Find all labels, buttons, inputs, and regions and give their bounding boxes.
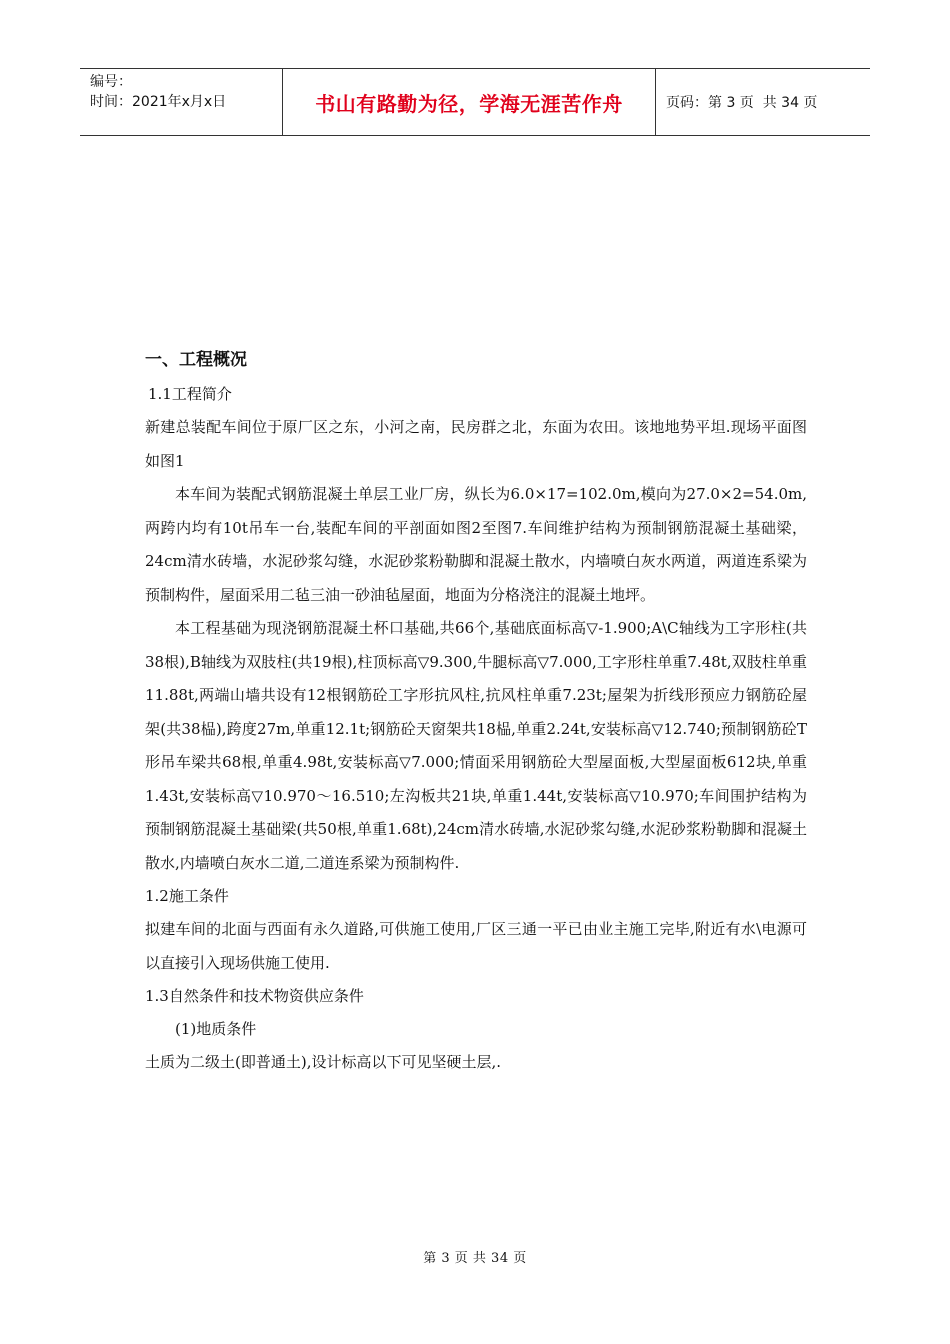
section-title: 一、工程概况 <box>145 350 247 370</box>
document-body <box>145 342 807 1080</box>
paragraph-structure: 本工程基础为现浇钢筋混凝土杯口基础,共66个,基础底面标高▽-1.900;A\C轴线为工字形柱(共38根),B轴线为双肢柱(共19根),柱顶标高▽9.300,牛腿标高▽7.000,工字形柱单重7.48t,双肢柱单重11.88t,两端山墙共设有12根钢筋砼工字形抗风柱,抗风柱单重7.23t;屋架为折线形预应力钢筋砼屋架(共38榀),跨度27m,单重12.1t;钢筋砼天窗架共18榀,单重2.24t,安装标高▽12.740;预制钢筋砼T形吊车梁共68根,单重4.98t,安装标高▽7.000;情面采用钢筋砼大型屋面板,大型屋面板612块,单重1.43t,安装标高▽10.970～16.510;左沟板共21块,单重1.44t,安装标高▽10.970;车间围护结构为预制钢筋混凝土基础梁(共50根,单重1.68t),24cm清水砖墙,水泥砂浆勾缝,水泥砂浆粉勒脚和混凝土散水,内墙喷白灰水二道,二道连系梁为预制构件. <box>145 619 807 872</box>
subsection-title-1-1: 1.1工程简介 <box>148 385 232 403</box>
header-motto-cell <box>282 69 656 135</box>
page-header <box>80 68 870 136</box>
paragraph-location: 新建总装配车间位于原厂区之东，小河之南，民房群之北，东面为农田。该地地势平坦.现场平面图如图1 <box>145 418 807 470</box>
header-left-cell <box>80 69 282 135</box>
subsection-title-1-2: 1.2施工条件 <box>145 887 229 905</box>
subsection-title-1-3: 1.3自然条件和技术物资供应条件 <box>145 987 364 1005</box>
number-label: 编号： <box>90 74 132 90</box>
header-page-cell <box>656 69 870 135</box>
page-footer: 第 3 页 共 34 页 <box>423 1251 527 1266</box>
motto-text: 书山有路勤为径，学海无涯苦作舟 <box>315 91 623 116</box>
sub-item-geology: (1)地质条件 <box>175 1020 257 1038</box>
paragraph-soil: 土质为二级土(即普通土),设计标高以下可见坚硬土层,. <box>145 1053 502 1071</box>
paragraph-conditions: 拟建车间的北面与西面有永久道路,可供施工使用,厂区三通一平已由业主施工完毕,附近有水\电源可以直接引入现场供施工使用. <box>145 920 807 972</box>
date-label: 时间：2021年x月x日 <box>90 94 227 110</box>
page-info: 页码：第 3 页 共 34 页 <box>666 95 818 111</box>
paragraph-building: 本车间为装配式钢筋混凝土单层工业厂房，纵长为6.0×17=102.0m,模向为27.0×2=54.0m,两跨内均有10t吊车一台,装配车间的平剖面如图2至图7.车间维护结构为预制钢筋混凝土基础梁，24cm清水砖墙，水泥砂浆勾缝，水泥砂浆粉勒脚和混凝土散水，内墙喷白灰水两道，两道连系梁为预制构件，屋面采用二毡三油一砂油毡屋面，地面为分格浇注的混凝土地坪。 <box>145 485 807 604</box>
